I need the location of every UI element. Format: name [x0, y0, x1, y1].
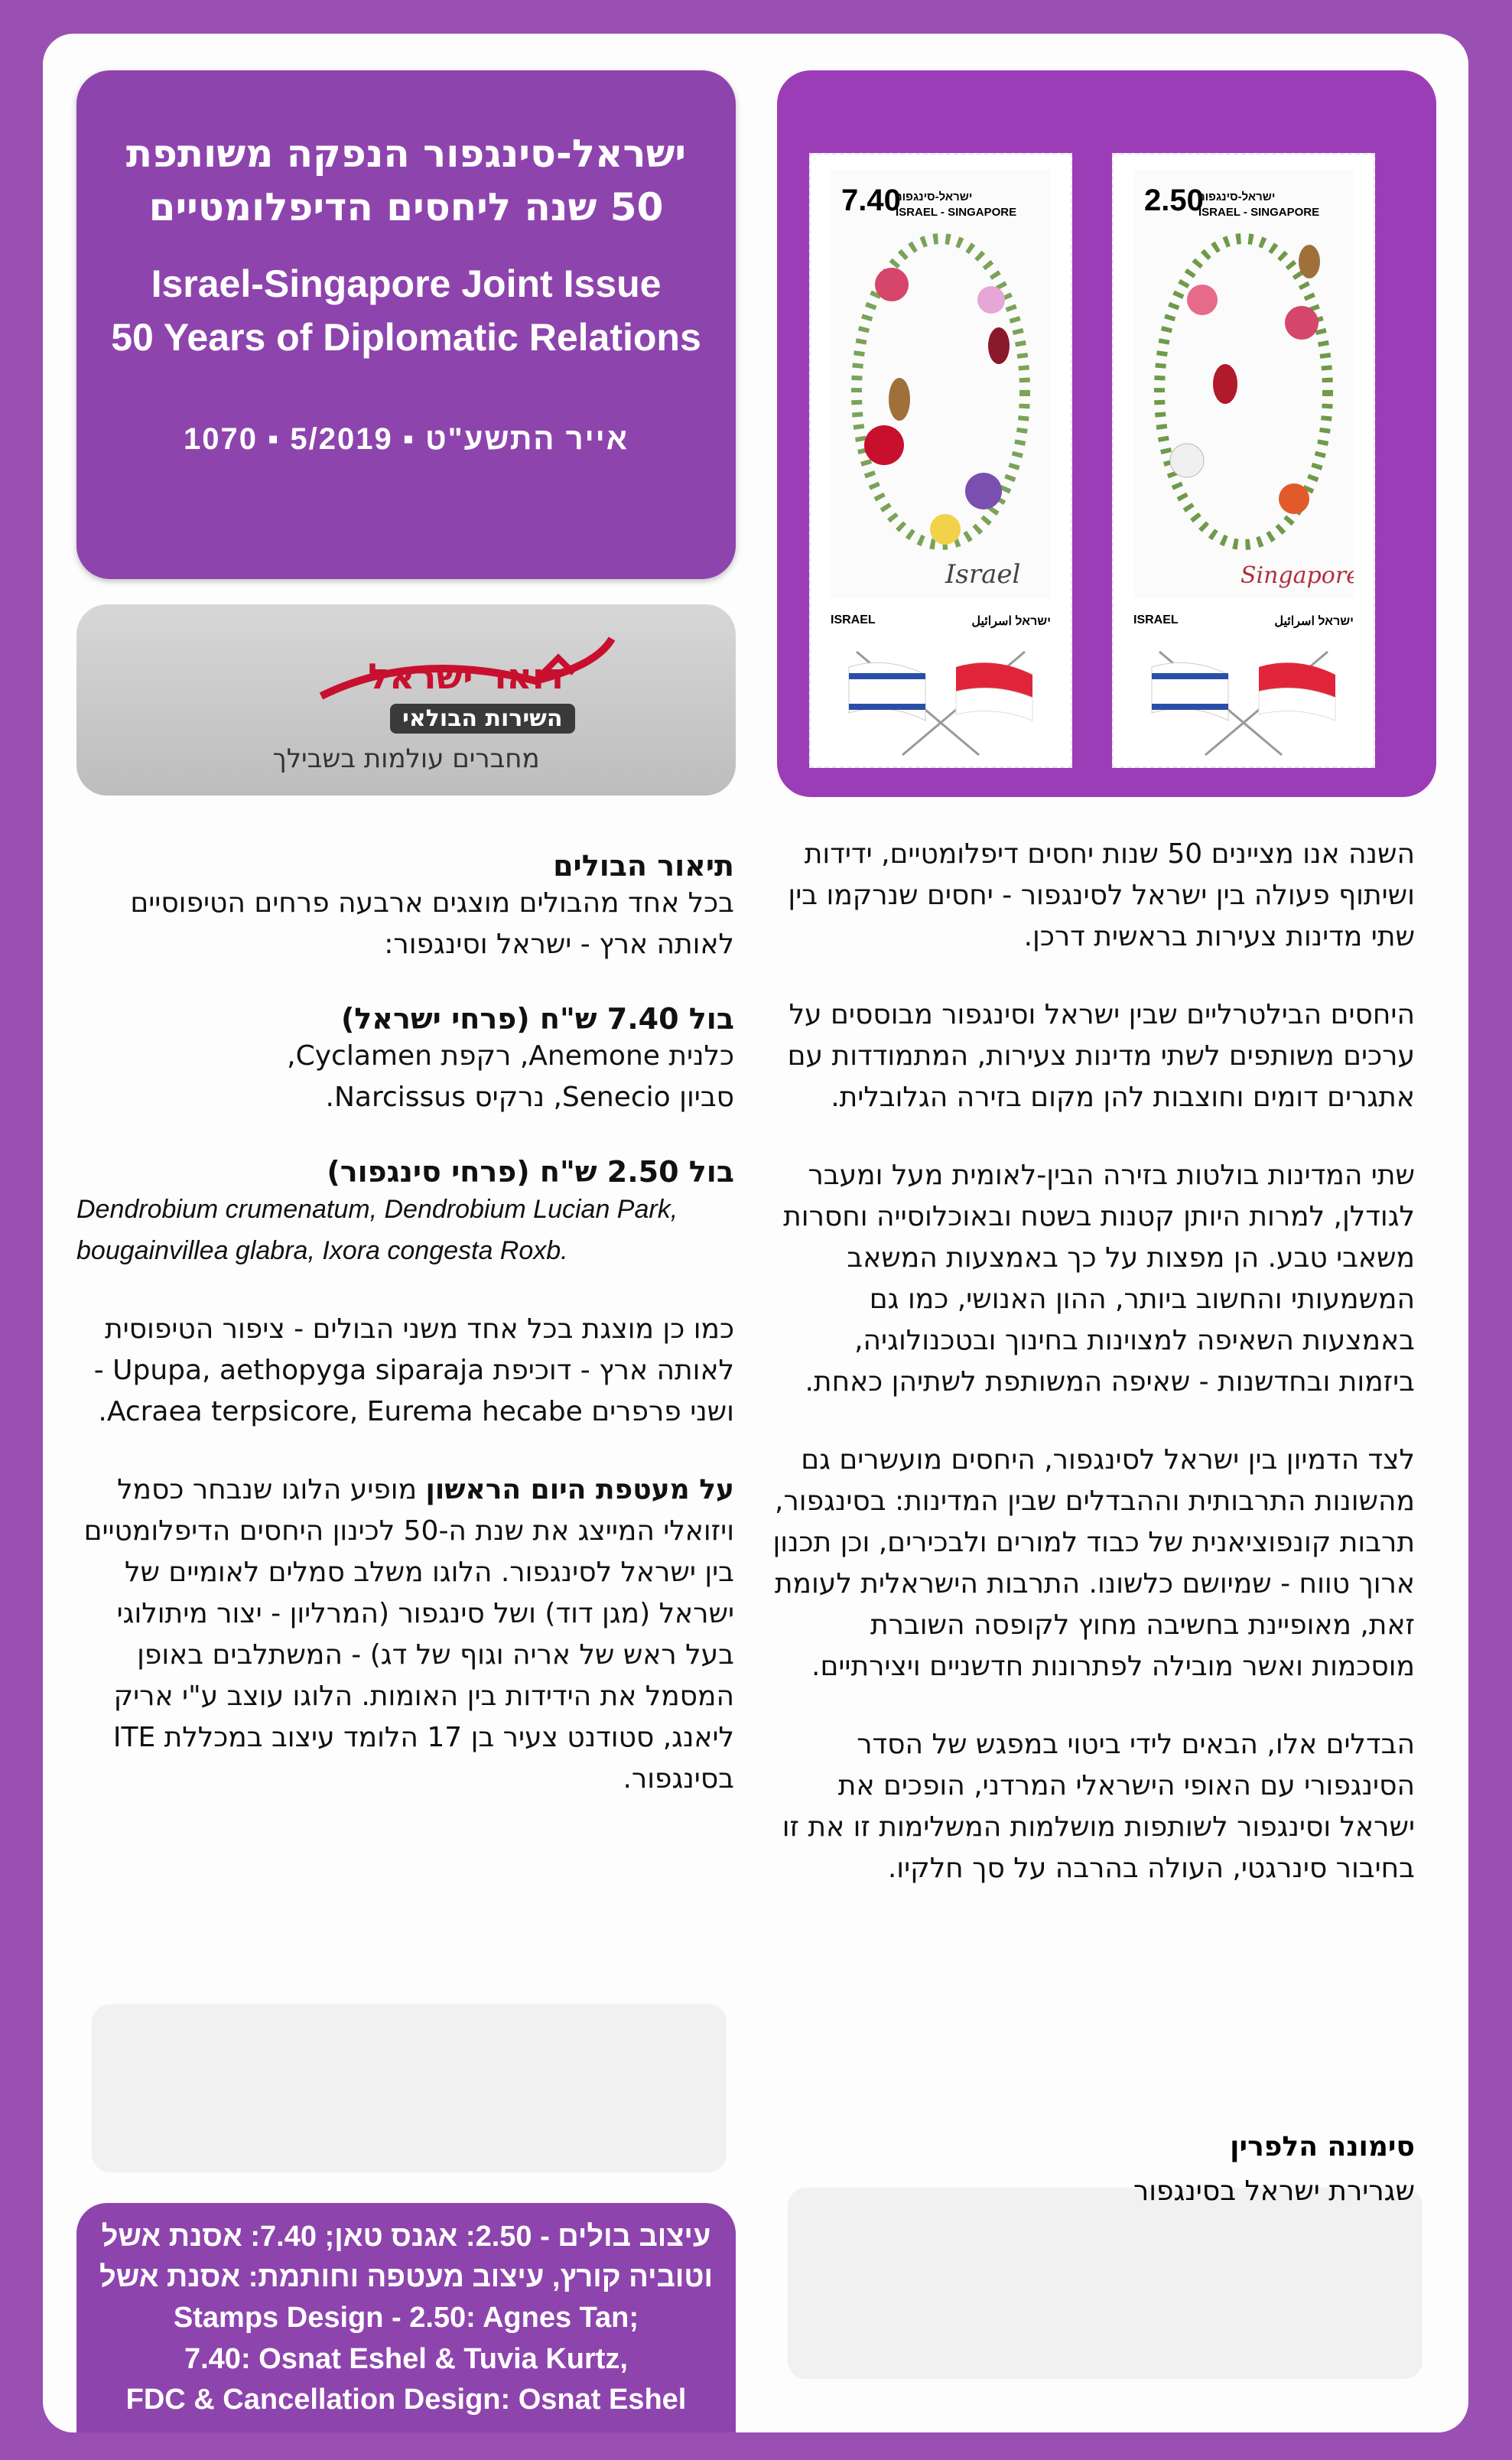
title-en-line1: Israel-Singapore Joint Issue — [151, 262, 662, 305]
credits-panel — [76, 2203, 736, 2432]
slogan: מחברים עולמות בשבילך — [272, 744, 540, 774]
stamp-script-singapore: Singapore — [1240, 562, 1354, 589]
paragraph: הבדלים אלו, הבאים לידי ביטוי במפגש של הסדר הסינגפורי עם האופי הישראלי המרדני, הופכים את ישראל וסינגפור לשותפות מושלמות המשלימות זו את זו בחיבור סינרגטי, העולה בהרבה על סך חלקיו. — [782, 1729, 1415, 1884]
stamps-panel — [777, 70, 1436, 797]
credit-line: Stamps Design - 2.50: Agnes Tan; — [173, 2302, 639, 2335]
issue-line: 1070 ▪ 5/2019 ▪ אייר התשע"ט — [183, 422, 629, 456]
paragraph: השנה אנו מציינים 50 שנות יחסים דיפלומטיים, ידידות ושיתוף פעולה בין ישראל לסינגפור - יחסים שנרקמו בין שתי מדינות צעירות בראשית דרכן. — [788, 838, 1415, 952]
fdc-label: על מעטפת היום הראשון — [425, 1473, 734, 1505]
flower-latin: Dendrobium crumenatum, Dendrobium Lucian Park, bougainvillea glabra, Ixora congesta Roxb. — [76, 1195, 678, 1266]
ghost-block — [788, 2188, 1423, 2379]
stamp-country: ישראל-סינגפור ISRAEL - SINGAPORE — [1198, 190, 1320, 219]
stamp-price-250: 2.50 — [1144, 184, 1204, 217]
flower-line: כלנית Anemone, רקפת Cyclamen, — [287, 1040, 734, 1072]
ghost-block — [92, 2004, 727, 2172]
stamp-tab: ISRAEL ישראל اسرائيل — [831, 613, 1051, 628]
stamp-script-israel: Israel — [945, 559, 1021, 590]
stamp-250-heading: בול 2.50 ש"ח (פרחי סינגפור) — [327, 1155, 734, 1189]
stamp-740-heading: בול 7.40 ש"ח (פרחי ישראל) — [340, 1002, 734, 1036]
title-he-line2: 50 שנה ליחסים הדיפלומטיים — [148, 185, 664, 229]
stamp-price-740: 7.40 — [841, 184, 901, 217]
stamp-image-singapore — [1133, 170, 1354, 598]
signer-name: סימונה הלפרין — [1230, 2131, 1415, 2162]
flower-line: סביון Senecio, נרקיס Narcissus. — [325, 1082, 734, 1113]
title-en-line2: 50 Years of Diplomatic Relations — [111, 316, 701, 359]
stamp-image-israel — [831, 170, 1051, 598]
paragraph: שתי המדינות בולטות בזירה הבין-לאומית מעל ומעבר לגודלן, למרות היותן קטנות בשטח ובאוכלוסייה וחסרות משאבי טבע. הן מפצות על כך באמצעות המשאב המשמעותי והחשוב ביותר, ההון האנושי, כמו גם באמצעות השאיפה למצוינות בחינוך ובטכנולוגיה, ביזמות ובחדשנות - שאיפה המשותפת לשתיהן כאחת. — [783, 1160, 1415, 1398]
paragraph: כמו כן מוצגת בכל אחד משני הבולים - ציפור הטיפוסית לאותה ארץ - דוכיפת Upupa, aethopyga siparaja - ושני פרפרים Acraea terpsicore, Eurema hecabe. — [93, 1313, 734, 1427]
credit-line: וטוביה קורץ, עיצוב מעטפה וחותמת: אסנת אשל — [99, 2261, 713, 2294]
ambassador-text — [772, 834, 1415, 1926]
paragraph: בכל אחד מהבולים מוצגים ארבעה פרחים הטיפוסיים לאותה ארץ - ישראל וסינגפור: — [130, 887, 734, 960]
section-heading: תיאור הבולים — [553, 849, 734, 883]
philatelic-service-badge: השירות הבולאי — [390, 704, 575, 734]
paragraph: היחסים הבילטרליים שבין ישראל וסינגפור מבוססים על ערכים משותפים לשתי מדינות צעירות, המתמודדות עם אתגרים דומים וחוצבות להן מקום בזירה הגלובלית. — [787, 999, 1415, 1113]
fdc-text: מופיע הלוגו שנבחר כסמל ויזואלי המייצג את שנת ה-50 לכינון היחסים הדיפלומטיים בין ישראל לסינגפור. הלוגו משלב סמלים לאומיים של ישראל (מגן דוד) ושל סינגפור (המרליון - יצור מיתולוגי בעל ראש של אריה וגוף של דג) - המשתלבים באופן המסמל את הידידות בין האומות. הלוגו עוצב ע"י אריק ליאנג, סטודנט צעיר בן 17 הלומד עיצוב במכללת ITE בסינגפור. — [83, 1473, 734, 1795]
israel-post-logo-panel — [76, 604, 736, 796]
stamp-tab: ISRAEL ישראל اسرائيل — [1133, 613, 1354, 628]
brand-text: דואר ישראל — [368, 656, 565, 697]
credit-line: 7.40: Osnat Eshel & Tuvia Kurtz, — [184, 2342, 628, 2375]
stamp-country: ישראל-סינגפור ISRAEL - SINGAPORE — [896, 190, 1017, 219]
paragraph — [76, 1469, 734, 1800]
flags-icon — [826, 644, 1055, 759]
title-he-line1: ישראל-סינגפור הנפקה משותפת — [125, 132, 687, 176]
signature-block — [772, 2125, 1415, 2213]
flags-icon — [1129, 644, 1358, 759]
credit-line: FDC & Cancellation Design: Osnat Eshel — [125, 2383, 687, 2416]
credit-line: עיצוב בולים - 2.50: אגנס טאן; 7.40: אסנת אשל — [101, 2221, 711, 2253]
title-panel — [76, 70, 736, 579]
stamp-israel — [809, 153, 1072, 768]
stamp-description — [76, 849, 734, 1837]
stamp-singapore — [1112, 153, 1375, 768]
paragraph: לצד הדמיון בין ישראל לסינגפור, היחסים מועשרים גם מהשונות התרבותית וההבדלים שבין המדינות: בסינגפור, תרבות קונפוציאנית של כבוד למורים ולבכירים, וכן תכנון ארוך טווח - שמיושם כלשונו. התרבות הישראלית לעומת זאת, מאופיינת בחשיבה מחוץ לקופסה השוברת מוסכמות ואשר מובילה לפתרונות חדשניים ויצירתיים. — [772, 1444, 1415, 1682]
signer-title: שגרירת ישראל בסינגפור — [1133, 2175, 1415, 2207]
